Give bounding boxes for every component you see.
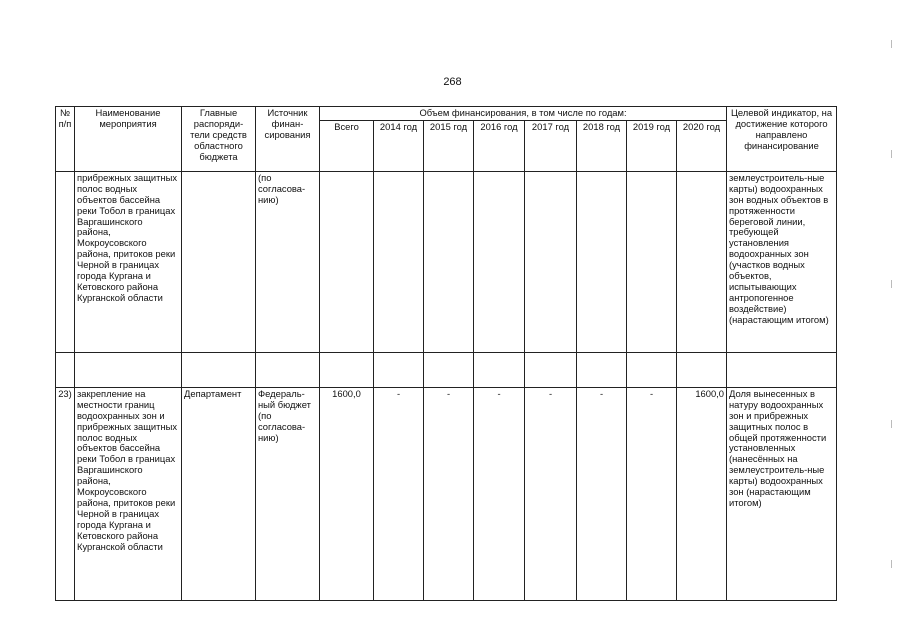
header-total: Всего bbox=[320, 120, 374, 171]
cell-year-value: 1600,0 bbox=[677, 387, 727, 600]
header-managers: Главные распоряди-тели средств областного бюджета bbox=[182, 107, 256, 172]
header-funding-group: Объем финансирования, в том числе по годам: bbox=[320, 107, 727, 121]
header-year: 2019 год bbox=[627, 120, 677, 171]
cell-total: 1600,0 bbox=[320, 387, 374, 600]
cell-manager: Департамент bbox=[182, 387, 256, 600]
header-year: 2018 год bbox=[577, 120, 627, 171]
header-name: Наименование мероприятия bbox=[75, 107, 182, 172]
cell-name: прибрежных защитных полос водных объектов бассейна реки Тобол в границах Варгашинского района, Мокроусовского района, притоков реки Черной в границах города Кургана и Кетовского района Курганской области bbox=[75, 171, 182, 352]
header-row-1 bbox=[56, 107, 837, 121]
header-year: 2016 год bbox=[474, 120, 525, 171]
cell-year-value: - bbox=[627, 387, 677, 600]
header-year: 2020 год bbox=[677, 120, 727, 171]
cell-year-value: - bbox=[474, 387, 525, 600]
margin-mark bbox=[891, 560, 892, 568]
header-source: Источник финан-сирования bbox=[256, 107, 320, 172]
cell-year-value: - bbox=[577, 387, 627, 600]
margin-mark bbox=[891, 40, 892, 48]
header-year: 2015 год bbox=[424, 120, 474, 171]
header-year: 2017 год bbox=[525, 120, 577, 171]
table-row-continuation bbox=[56, 171, 837, 352]
margin-mark bbox=[891, 280, 892, 288]
header-year: 2014 год bbox=[374, 120, 424, 171]
cell-num: 23) bbox=[56, 387, 75, 600]
cell-indicator: землеустроитель-ные карты) водоохранных зон водных объектов в протяженности береговой линии, требующей установления водоохранных зон (участков водных объектов, испытывающих антропогенное воздействие) (нарастающим итогом) bbox=[727, 171, 837, 352]
margin-mark bbox=[891, 150, 892, 158]
table-spacer bbox=[56, 352, 837, 387]
cell-indicator: Доля вынесенных в натуру водоохранных зон и прибрежных защитных полос в общей протяженности установленных (нанесённых на землеустроитель-ные карты) водоохранных зон (нарастающим итогом) bbox=[727, 387, 837, 600]
table-row-23 bbox=[56, 387, 837, 600]
margin-mark bbox=[891, 420, 892, 428]
funding-table bbox=[55, 106, 837, 601]
cell-year-value: - bbox=[525, 387, 577, 600]
cell-name: закрепление на местности границ водоохранных зон и прибрежных защитных полос водных объектов бассейна реки Тобол в границах Варгашинского района, Мокроусовского района, притоков реки Черной в границах города Кургана и Кетовского района Курганской области bbox=[75, 387, 182, 600]
cell-source: (по согласова-нию) bbox=[256, 171, 320, 352]
header-indicator: Целевой индикатор, на достижение которого направлено финансирование bbox=[727, 107, 837, 172]
cell-year-value: - bbox=[374, 387, 424, 600]
cell-year-value: - bbox=[424, 387, 474, 600]
cell-source: Федераль-ный бюджет (по согласова-нию) bbox=[256, 387, 320, 600]
page-number: 268 bbox=[443, 76, 462, 88]
header-num: № п/п bbox=[56, 107, 75, 172]
